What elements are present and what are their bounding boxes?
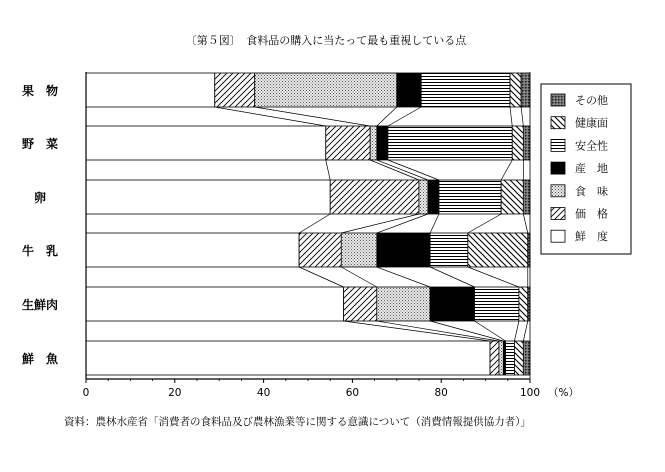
category-label: 野 菜 (21, 137, 59, 151)
bar-segment (377, 126, 388, 160)
bar-segment (475, 287, 519, 321)
bar-segment (344, 287, 377, 321)
bar-segment (397, 73, 421, 107)
bar-segment (510, 73, 521, 107)
connector-line (514, 321, 518, 341)
connector-line (377, 214, 428, 233)
connector-line (299, 267, 343, 287)
bar-segment (519, 287, 528, 321)
connector-line (388, 107, 421, 126)
bar-segment (499, 341, 503, 375)
legend-label: 価 格 (575, 207, 608, 221)
legend-swatch (551, 208, 565, 220)
legend-label: 健康面 (575, 116, 608, 130)
legend (541, 84, 631, 254)
connector-line (341, 267, 377, 287)
connector-line (430, 267, 474, 287)
bar-segment (370, 126, 377, 160)
bar-segment (512, 126, 523, 160)
plot-area (22, 72, 579, 399)
legend-swatch (551, 139, 565, 151)
connector-line (521, 107, 523, 126)
bar-segment (86, 341, 490, 375)
legend-swatch (551, 230, 565, 242)
bar-segment (490, 341, 499, 375)
bar-segment (388, 126, 512, 160)
connector-line (523, 214, 527, 233)
chart-title: 〔第５図〕 食料品の購入に当たって最も重視している点 (185, 34, 467, 47)
bar-segment (341, 233, 377, 267)
source-note: 資料：農林水産省「消費者の食料品及び農林漁業等に関する意識について（消費情報提供協力者）」 (64, 416, 532, 428)
legend-label: 食 味 (575, 184, 608, 198)
bar-segment (439, 180, 501, 214)
connector-line (344, 321, 491, 341)
bar-segment (86, 180, 330, 214)
bar-segment (330, 180, 419, 214)
bar-segment (421, 73, 510, 107)
connector-line (388, 160, 439, 180)
bar-segment (501, 180, 523, 214)
bar-segment (428, 180, 439, 214)
legend-swatch (551, 94, 565, 106)
legend-label: 安全性 (575, 139, 608, 153)
connector-line (468, 267, 519, 287)
x-unit-label: （%） (548, 387, 579, 399)
bar-segment (430, 287, 474, 321)
legend-swatch (551, 162, 565, 174)
category-label: 鮮 魚 (21, 352, 59, 366)
bar-segment (523, 341, 530, 375)
legend-label: 産 地 (575, 162, 608, 176)
x-tick-label: 100 (519, 387, 541, 399)
category-label: 生鮮肉 (21, 298, 59, 312)
connector-line (370, 160, 419, 180)
bar-segment (326, 126, 370, 160)
connector-line (326, 160, 330, 180)
bar-segment (86, 287, 344, 321)
category-label: 卵 (33, 191, 47, 205)
connector-line (468, 214, 501, 233)
bar-segment (299, 233, 341, 267)
bar-segment (86, 126, 326, 160)
bar-segment (377, 233, 430, 267)
category-label: 果 物 (21, 84, 59, 98)
bar-segment (521, 73, 530, 107)
connector-line (430, 214, 439, 233)
bar-segment (430, 233, 468, 267)
bar-segment (86, 233, 299, 267)
bar-segment (514, 341, 523, 375)
connector-line (299, 214, 330, 233)
connector-line (377, 107, 397, 126)
bar-segment (86, 73, 215, 107)
legend-label: その他 (575, 94, 608, 107)
connector-line (377, 267, 430, 287)
connector-line (501, 160, 512, 180)
legend-swatch (551, 185, 565, 197)
bar-segment (523, 180, 530, 214)
connector-line (377, 321, 499, 341)
legend-label: 鮮 度 (575, 230, 608, 244)
bar-segment (506, 341, 515, 375)
bar-segment (377, 287, 430, 321)
x-tick-label: 60 (345, 387, 360, 399)
bar-segment (523, 126, 530, 160)
legend-swatch (551, 117, 565, 129)
connector-line (341, 214, 419, 233)
x-tick-label: 20 (168, 387, 182, 399)
connector-line (510, 107, 512, 126)
x-tick-label: 0 (82, 387, 90, 399)
bar-segment (419, 180, 428, 214)
bar-segment (468, 233, 528, 267)
connector-line (523, 321, 527, 341)
x-tick-label: 80 (434, 387, 448, 399)
x-tick-label: 40 (256, 387, 271, 399)
connector-line (377, 160, 428, 180)
category-label: 牛 乳 (21, 244, 59, 258)
bar-segment (255, 73, 397, 107)
bar-segment (215, 73, 255, 107)
